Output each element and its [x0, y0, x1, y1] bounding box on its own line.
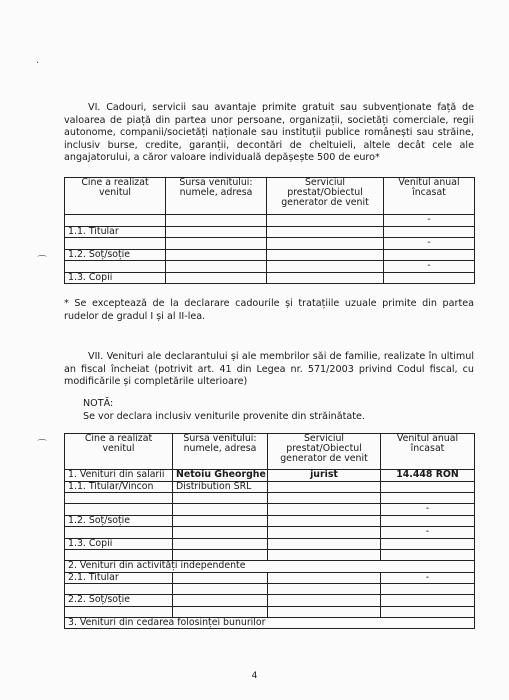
note-text: Se vor declara inclusiv veniturile provenite din străinătate. — [83, 411, 365, 422]
column-header: Cine a realizat venitul — [65, 434, 173, 470]
table-row — [65, 470, 475, 482]
column-header: Sursa venitului: numele, adresa — [166, 178, 267, 215]
row-label: 1. Venituri din salarii — [65, 470, 173, 482]
table-header-row — [65, 178, 475, 215]
income-cell: - — [384, 238, 475, 250]
row-label: 1.1. Titular/Vincon — [65, 481, 173, 493]
column-header: Serviciul prestat/Obiectul generator de venit — [268, 434, 381, 470]
section-7-table — [64, 433, 475, 629]
note-title: NOTĂ: — [83, 398, 114, 409]
table-row — [65, 481, 475, 493]
scan-mark: ⌒ — [37, 440, 47, 451]
scan-mark: ⌒ — [37, 256, 47, 267]
column-header: Sursa venitului: numele, adresa — [173, 434, 268, 470]
row-label: 1.1. Titular — [65, 226, 166, 238]
income-cell: 14.448 RON — [381, 470, 475, 482]
row-label: 3. Venituri din cedarea folosinței bunurilor — [65, 617, 475, 629]
row-label: 1.2. Soț/soție — [65, 249, 166, 261]
page-number: 4 — [251, 671, 258, 681]
column-header: Venitul anual încasat — [381, 434, 475, 470]
service-cell: jurist — [268, 470, 381, 482]
section-7-heading: VII. Venituri ale declarantului și ale membrilor săi de familie, realizate în ultimul an fiscal încheiat (potrivit art. 41 din Legea nr. 571/2003 privind Codul fiscal, cu modificările și completările ulterioare) — [64, 351, 474, 388]
income-cell: - — [381, 572, 475, 584]
table-row — [65, 226, 475, 238]
row-label: 2.2. Soț/soție — [65, 595, 173, 607]
source-cell: Netoiu Gheorghe — [173, 470, 268, 482]
table-row — [65, 595, 475, 607]
income-cell: - — [384, 215, 475, 227]
row-label: 2.1. Titular — [65, 572, 173, 584]
income-cell: - — [384, 261, 475, 273]
section-6-table — [64, 177, 475, 284]
table-row — [65, 572, 475, 584]
column-header: Serviciul prestat/Obiectul generator de venit — [267, 178, 384, 215]
row-label: 1.3. Copii — [65, 272, 166, 284]
row-label: 2. Venituri din activități independente — [65, 561, 475, 573]
scan-speck: · — [36, 58, 40, 69]
income-cell: - — [381, 504, 475, 516]
column-header: Venitul anual încasat — [384, 178, 475, 215]
source-cell: Distribution SRL — [173, 481, 268, 493]
table-row — [65, 617, 475, 629]
table-row — [65, 561, 475, 573]
table-row — [65, 249, 475, 261]
row-label: 1.2. Soț/soție — [65, 515, 173, 527]
table-header-row — [65, 434, 475, 470]
section-6-heading: VI. Cadouri, servicii sau avantaje primite gratuit sau subvenționate față de valoarea de piață din partea unor persoane, organizații, societăți comerciale, regii autonome, companii/societăți naționale sau instituții publice românești sau străine, inclusiv burse, credite, garanții, decontări de cheltuieli, altele decât cele ale angajatorului, a căror valoare individuală depășește 500 de euro* — [64, 102, 474, 164]
column-header: Cine a realizat venitul — [65, 178, 166, 215]
table-row — [65, 515, 475, 527]
income-cell: - — [381, 527, 475, 539]
row-label: 1.3. Copii — [65, 538, 173, 550]
table-row — [65, 272, 475, 284]
table-row — [65, 538, 475, 550]
section-6-footnote: * Se exceptează de la declarare cadourile și tratațiile uzuale primite din partea rudelor de gradul I și al II-lea. — [64, 298, 474, 322]
